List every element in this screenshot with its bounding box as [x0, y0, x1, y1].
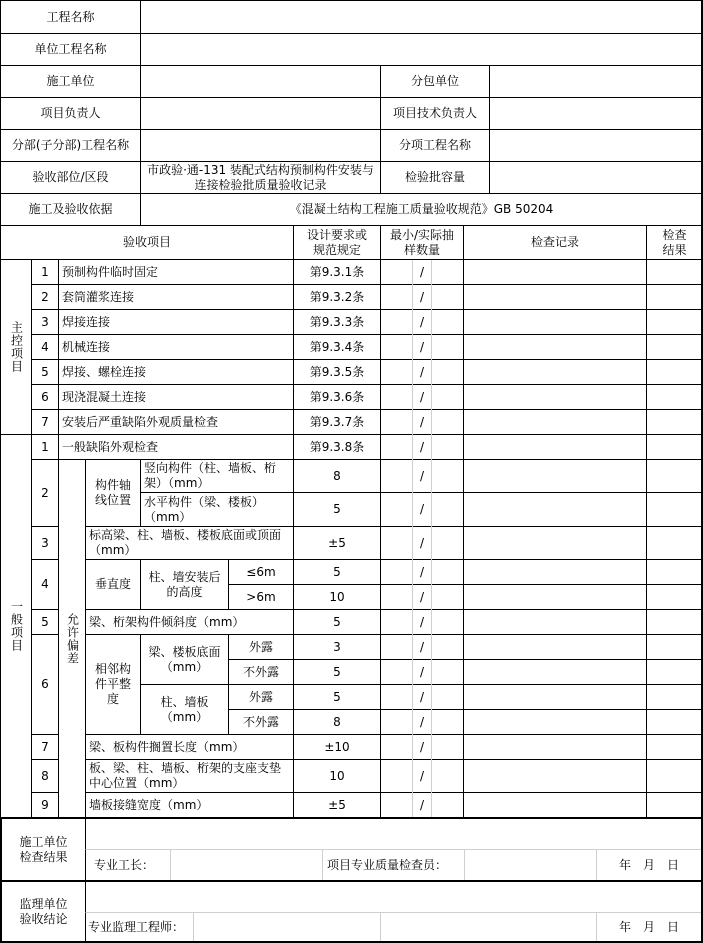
row-record[interactable]	[463, 492, 647, 527]
row-spec: 10	[293, 759, 381, 793]
row-result[interactable]	[646, 384, 703, 410]
row-spec: ±5	[293, 526, 381, 560]
date-2[interactable]: 年 月 日	[596, 913, 701, 941]
row-item: 焊接连接	[58, 309, 294, 335]
row-sample[interactable]: /	[380, 759, 464, 793]
construction-unit-field[interactable]	[140, 65, 381, 98]
row-record[interactable]	[463, 526, 647, 560]
row-sample[interactable]: /	[380, 492, 464, 527]
row-record[interactable]	[463, 259, 647, 285]
row-sample[interactable]: /	[380, 526, 464, 560]
row-record[interactable]	[463, 734, 647, 760]
row-spec: 第9.3.3条	[293, 309, 381, 335]
project-manager-field[interactable]	[140, 97, 381, 130]
row-record[interactable]	[463, 584, 647, 610]
row-spec: 第9.3.7条	[293, 409, 381, 435]
row-result[interactable]	[646, 459, 703, 493]
row-result[interactable]	[646, 792, 703, 818]
deviation-label: 允许偏差	[58, 459, 86, 818]
row-no: 2	[31, 459, 59, 527]
row-spec: 第9.3.2条	[293, 284, 381, 310]
subcontractor-label: 分包单位	[380, 65, 490, 98]
subitem-label: 分项工程名称	[380, 129, 490, 162]
project-name-label: 工程名称	[0, 0, 141, 34]
row-result[interactable]	[646, 609, 703, 635]
row-result[interactable]	[646, 734, 703, 760]
row-spec: 8	[293, 709, 381, 735]
row-sample[interactable]: /	[380, 684, 464, 710]
row-group: 相邻构件平整度	[85, 634, 141, 735]
row-spec: ±10	[293, 734, 381, 760]
row-sample[interactable]: /	[380, 584, 464, 610]
row-result[interactable]	[646, 492, 703, 527]
subcontractor-field[interactable]	[489, 65, 703, 98]
col-design-header: 设计要求或规范规定	[293, 225, 381, 260]
row-item: ≤6m	[228, 559, 294, 585]
row-no: 5	[31, 609, 59, 635]
row-record[interactable]	[463, 409, 647, 435]
row-record[interactable]	[463, 459, 647, 493]
row-spec: 第9.3.6条	[293, 384, 381, 410]
construction-unit-label: 施工单位	[0, 65, 141, 98]
row-no: 6	[31, 634, 59, 735]
row-item: 预制构件临时固定	[58, 259, 294, 285]
row-item: 不外露	[228, 659, 294, 685]
row-item: 外露	[228, 684, 294, 710]
row-no: 5	[31, 359, 59, 385]
row-item: 机械连接	[58, 334, 294, 360]
row-no: 1	[31, 259, 59, 285]
row-no: 4	[31, 559, 59, 610]
supervisor-conclusion-field[interactable]	[85, 880, 703, 913]
row-sample[interactable]: /	[380, 284, 464, 310]
row-subgroup: 柱、墙板（mm）	[140, 684, 229, 735]
general-label: 一般项目	[0, 434, 32, 818]
row-sample[interactable]: /	[380, 634, 464, 660]
row-result[interactable]	[646, 334, 703, 360]
row-spec: 第9.3.5条	[293, 359, 381, 385]
row-item: 现浇混凝土连接	[58, 384, 294, 410]
row-record[interactable]	[463, 684, 647, 710]
row-no: 8	[31, 759, 59, 793]
row-result[interactable]	[646, 284, 703, 310]
row-record[interactable]	[463, 359, 647, 385]
row-item: 套筒灌浆连接	[58, 284, 294, 310]
row-sample[interactable]: /	[380, 409, 464, 435]
row-no: 7	[31, 409, 59, 435]
row-spec: ±5	[293, 792, 381, 818]
col-sample-header: 最小/实际抽样数量	[380, 225, 464, 260]
row-record[interactable]	[463, 609, 647, 635]
foreman-field[interactable]	[170, 850, 322, 880]
row-record[interactable]	[463, 284, 647, 310]
row-no: 3	[31, 526, 59, 560]
row-item: 焊接、螺栓连接	[58, 359, 294, 385]
row-item: 不外露	[228, 709, 294, 735]
sample-divider-left	[412, 260, 413, 817]
row-record[interactable]	[463, 334, 647, 360]
row-no: 2	[31, 284, 59, 310]
row-no: 3	[31, 309, 59, 335]
row-item: >6m	[228, 584, 294, 610]
row-item: 水平构件（梁、楼板）（mm）	[140, 492, 294, 527]
row-spec: 第9.3.8条	[293, 434, 381, 460]
form-title: 市政验·通-131 装配式结构预制构件安装与连接检验批质量验收记录	[140, 161, 381, 194]
row-record[interactable]	[463, 792, 647, 818]
row-spec: 3	[293, 634, 381, 660]
row-item: 梁、板构件搁置长度（mm）	[85, 734, 294, 760]
engineer-label: 专业监理工程师：	[88, 919, 185, 934]
row-record[interactable]	[463, 659, 647, 685]
row-item: 墙板接缝宽度（mm）	[85, 792, 294, 818]
row-sample[interactable]: /	[380, 559, 464, 585]
row-result[interactable]	[646, 526, 703, 560]
row-sample[interactable]: /	[380, 659, 464, 685]
row-record[interactable]	[463, 759, 647, 793]
row-sample[interactable]: /	[380, 334, 464, 360]
row-result[interactable]	[646, 659, 703, 685]
row-spec: 第9.3.1条	[293, 259, 381, 285]
row-result[interactable]	[646, 409, 703, 435]
row-sample[interactable]: /	[380, 459, 464, 493]
basis-label: 施工及验收依据	[0, 193, 141, 226]
row-sample[interactable]: /	[380, 384, 464, 410]
batch-capacity-field[interactable]	[489, 161, 703, 194]
row-result[interactable]	[646, 559, 703, 585]
division-label: 分部(子分部)工程名称	[0, 129, 141, 162]
supervisor-conclusion-label: 监理单位验收结论	[0, 880, 86, 943]
row-item: 外露	[228, 634, 294, 660]
row-record[interactable]	[463, 434, 647, 460]
row-sample[interactable]: /	[380, 309, 464, 335]
row-spec: 10	[293, 584, 381, 610]
row-record[interactable]	[463, 309, 647, 335]
row-no: 6	[31, 384, 59, 410]
tech-manager-field[interactable]	[489, 97, 703, 130]
row-record[interactable]	[463, 709, 647, 735]
tech-manager-label: 项目技术负责人	[380, 97, 490, 130]
col-result-header: 检查结果	[646, 225, 703, 260]
row-record[interactable]	[463, 384, 647, 410]
row-sample[interactable]: /	[380, 792, 464, 818]
date-1[interactable]: 年 月 日	[596, 850, 701, 880]
row-spec: 5	[293, 659, 381, 685]
location-label: 验收部位/区段	[0, 161, 141, 194]
row-result[interactable]	[646, 684, 703, 710]
row-spec: 5	[293, 684, 381, 710]
row-item: 安装后严重缺陷外观质量检查	[58, 409, 294, 435]
engineer-field-2[interactable]	[380, 913, 596, 941]
unit-project-field[interactable]	[140, 33, 703, 66]
division-field[interactable]	[140, 129, 381, 162]
batch-capacity-label: 检验批容量	[380, 161, 490, 194]
row-spec: 5	[293, 559, 381, 585]
basis-value: 《混凝土结构工程施工质量验收规范》GB 50204	[140, 193, 703, 226]
row-result[interactable]	[646, 759, 703, 793]
row-subgroup: 梁、楼板底面（mm）	[140, 634, 229, 685]
row-no: 9	[31, 792, 59, 818]
row-result[interactable]	[646, 309, 703, 335]
sample-divider-right	[431, 260, 432, 817]
row-sample[interactable]: /	[380, 434, 464, 460]
col-record-header: 检查记录	[463, 225, 647, 260]
row-subgroup: 柱、墙安装后的高度	[140, 559, 229, 610]
row-result[interactable]	[646, 259, 703, 285]
foreman-label: 专业工长：	[94, 857, 155, 872]
row-sample[interactable]: /	[380, 709, 464, 735]
project-manager-label: 项目负责人	[0, 97, 141, 130]
row-no: 4	[31, 334, 59, 360]
row-sample[interactable]: /	[380, 359, 464, 385]
row-result[interactable]	[646, 434, 703, 460]
project-name-field[interactable]	[140, 0, 703, 34]
contractor-result-label: 施工单位检查结果	[0, 817, 86, 881]
row-item: 梁、桁架构件倾斜度（mm）	[85, 609, 294, 635]
row-result[interactable]	[646, 584, 703, 610]
row-result[interactable]	[646, 709, 703, 735]
col-item-header: 验收项目	[0, 225, 294, 260]
subitem-field[interactable]	[489, 129, 703, 162]
row-record[interactable]	[463, 559, 647, 585]
main-control-label: 主控项目	[0, 259, 32, 435]
row-item: 竖向构件（柱、墙板、桁架）（mm）	[140, 459, 294, 493]
qc-label: 项目专业质量检查员：	[322, 850, 464, 880]
row-item: 标高梁、柱、墙板、楼板底面或顶面（mm）	[85, 526, 294, 560]
row-group: 垂直度	[85, 559, 141, 610]
row-spec: 5	[293, 492, 381, 527]
contractor-result-field[interactable]	[85, 817, 703, 850]
engineer-field[interactable]	[193, 913, 380, 941]
row-group: 构件轴线位置	[85, 459, 141, 527]
row-spec: 8	[293, 459, 381, 493]
row-no: 1	[31, 434, 59, 460]
row-result[interactable]	[646, 359, 703, 385]
row-item: 一般缺陷外观检查	[58, 434, 294, 460]
row-sample[interactable]: /	[380, 734, 464, 760]
row-spec: 5	[293, 609, 381, 635]
row-no: 7	[31, 734, 59, 760]
row-sample[interactable]: /	[380, 259, 464, 285]
row-record[interactable]	[463, 634, 647, 660]
qc-field[interactable]	[464, 850, 596, 880]
unit-project-label: 单位工程名称	[0, 33, 141, 66]
row-result[interactable]	[646, 634, 703, 660]
row-item: 板、梁、柱、墙板、桁架的支座支垫中心位置（mm）	[85, 759, 294, 793]
row-spec: 第9.3.4条	[293, 334, 381, 360]
row-sample[interactable]: /	[380, 609, 464, 635]
